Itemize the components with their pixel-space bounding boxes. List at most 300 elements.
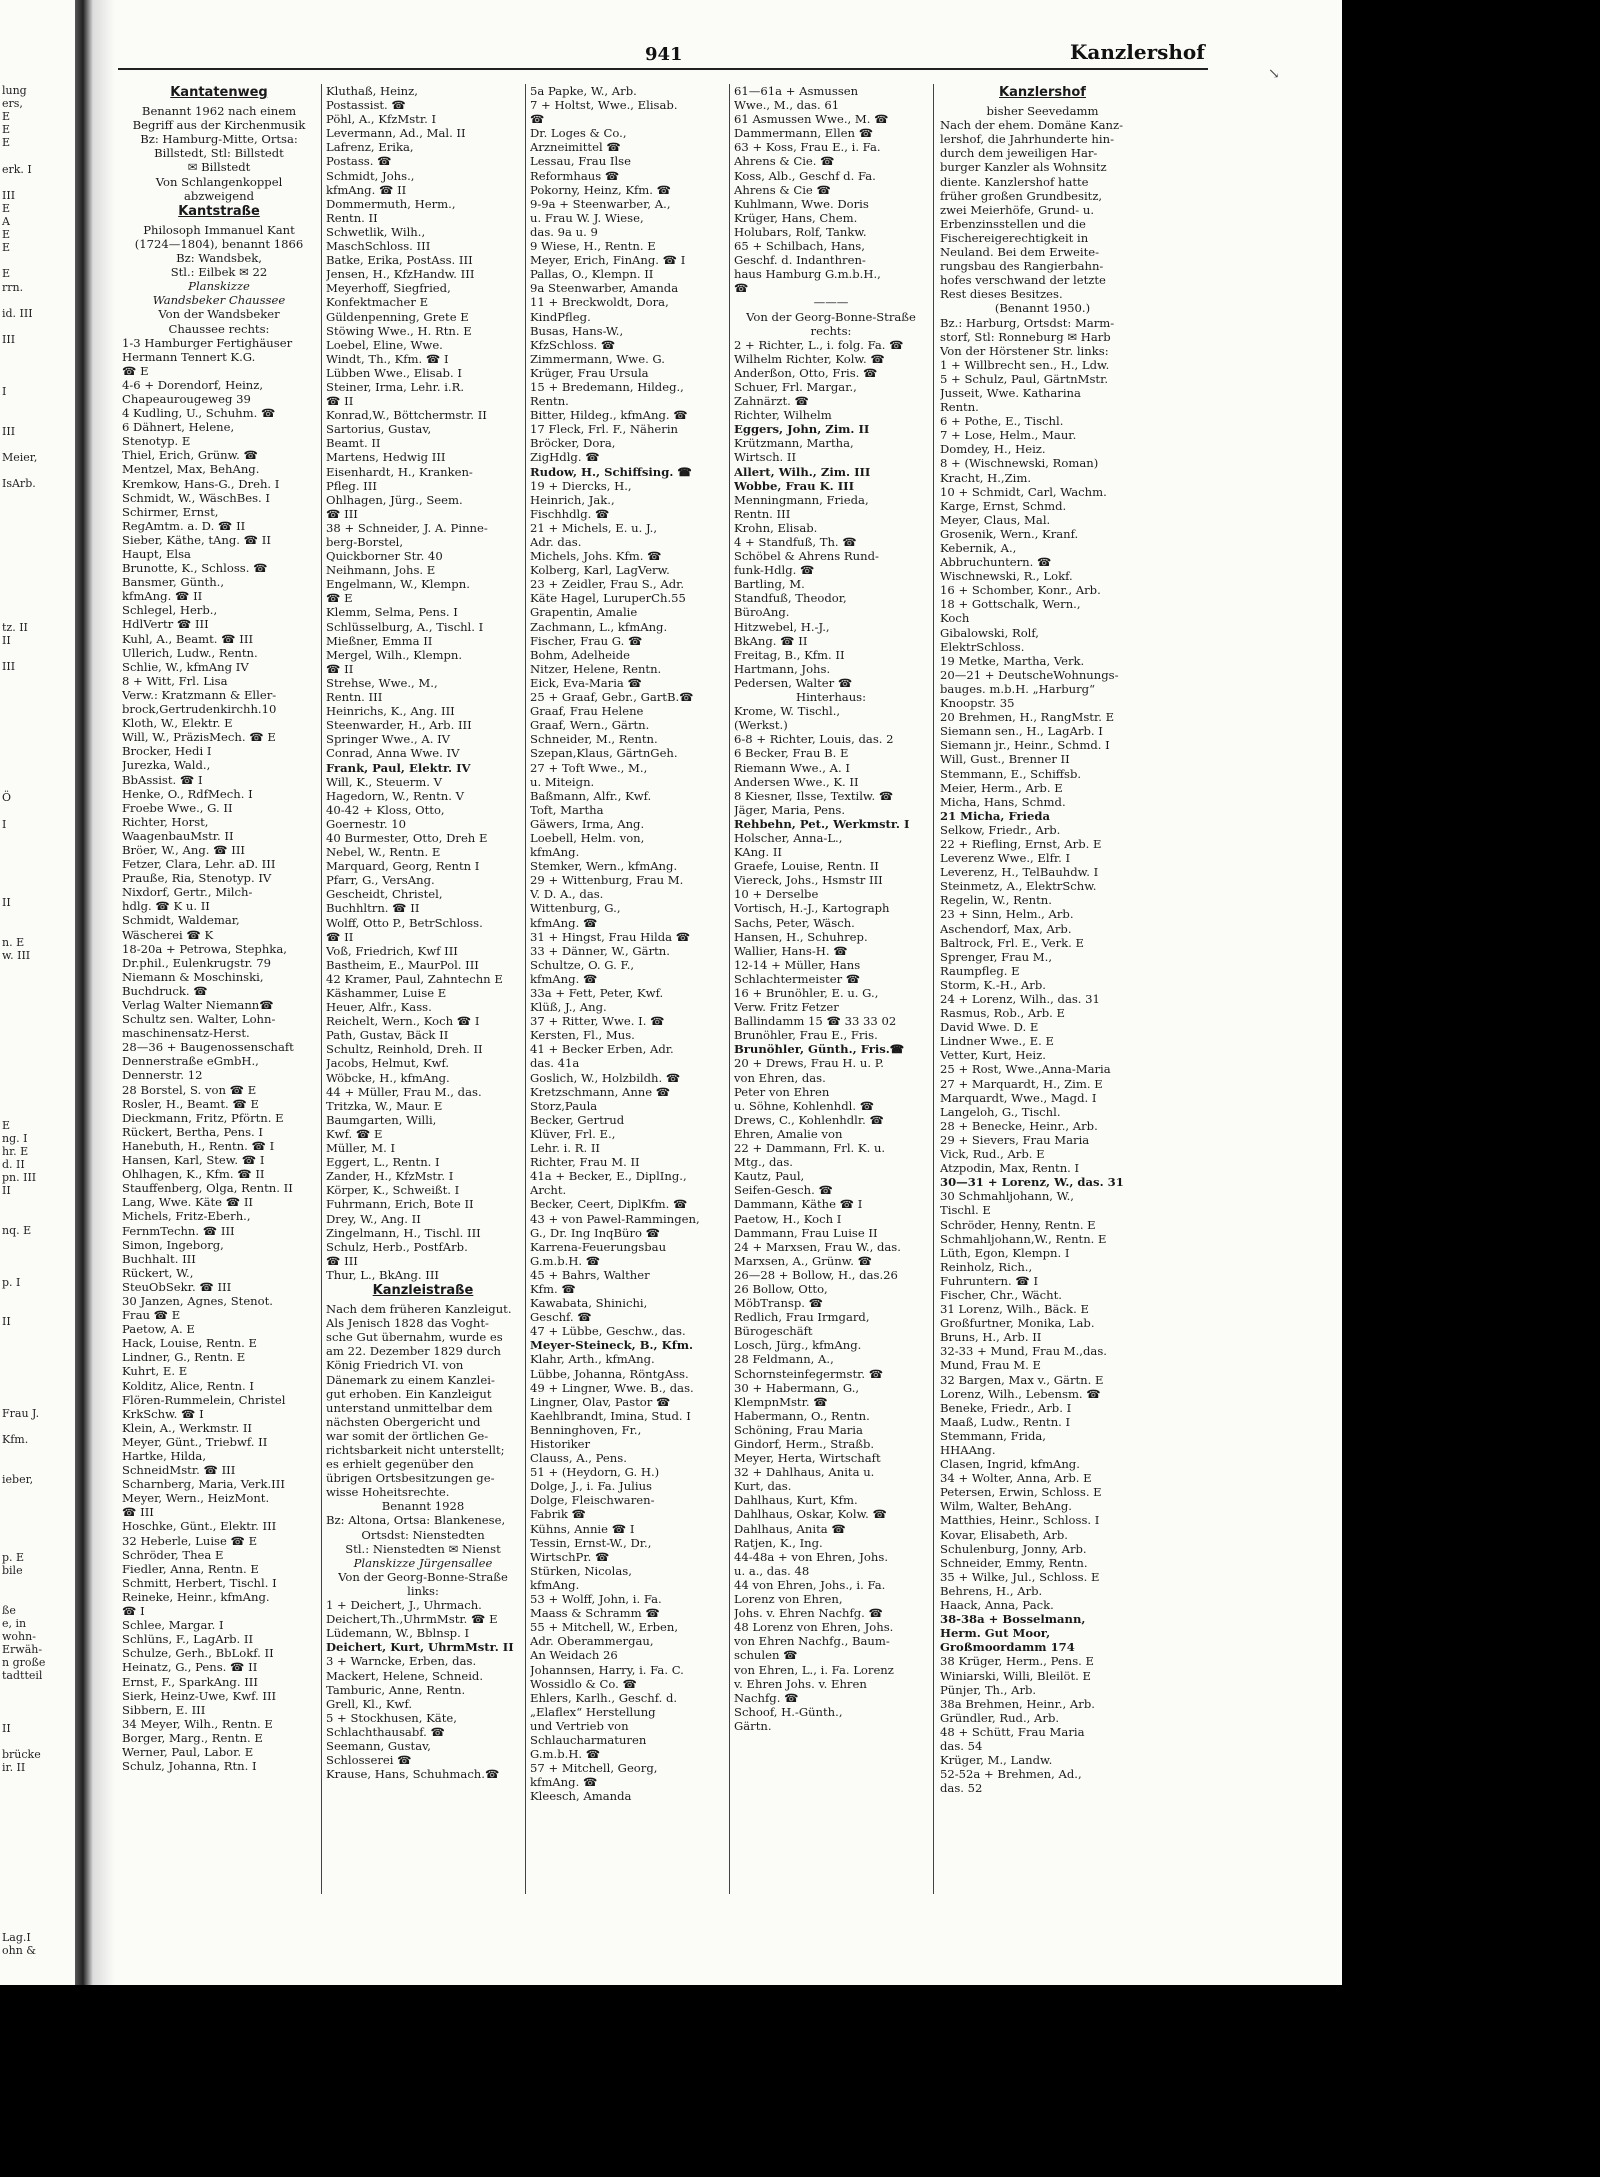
- directory-entry: Von der Wandsbeker: [158, 307, 280, 322]
- directory-entry: 37 + Ritter, Wwe. I. ☎: [530, 1014, 665, 1029]
- directory-entry: 24 + Marxsen, Frau W., das.: [734, 1239, 901, 1254]
- directory-entry: Müller, M. I: [326, 1141, 396, 1156]
- directory-entry: Grell, Kl., Kwf.: [326, 1696, 413, 1711]
- directory-entry: 19 Metke, Martha, Verk.: [940, 653, 1085, 668]
- margin-fragment: II: [2, 896, 11, 910]
- directory-entry: es erhielt gegenüber den: [326, 1457, 474, 1472]
- directory-entry: Loebel, Eline, Wwe.: [326, 337, 443, 352]
- margin-fragment: ng. I: [2, 1132, 28, 1145]
- directory-entry: u. Miteign.: [530, 774, 595, 789]
- directory-entry: Stöwing Wwe., H. Rtn. E: [326, 323, 472, 338]
- directory-entry: Wirtsch. II: [734, 450, 797, 465]
- directory-entry: Jacobs, Helmut, Kwf.: [326, 1056, 450, 1071]
- directory-entry: Dammann, Frau Luise II: [734, 1225, 878, 1240]
- directory-entry: ☎ II: [326, 394, 354, 409]
- directory-entry: Frau ☎ E: [122, 1308, 181, 1323]
- directory-entry: Von der Georg-Bonne-Straße: [338, 1569, 508, 1584]
- directory-entry: Sibbern, E. III: [122, 1702, 206, 1717]
- directory-entry: Schornsteinfegermstr. ☎: [734, 1366, 884, 1381]
- directory-entry: Andersen Wwe., K. II: [734, 774, 859, 789]
- directory-entry: Stürken, Nicolas,: [530, 1563, 632, 1578]
- directory-entry: 40 Burmester, Otto, Dreh E: [326, 830, 488, 845]
- directory-entry: kfmAng. ☎ II: [122, 589, 203, 604]
- directory-entry: Großmoordamm 174: [940, 1640, 1075, 1655]
- directory-entry: richtsbarkeit nicht unterstellt;: [326, 1443, 505, 1457]
- directory-entry: 16 + Schomber, Konr., Arb.: [940, 583, 1101, 598]
- directory-entry: Rentn.: [940, 400, 979, 415]
- directory-entry: 24 + Lorenz, Wilh., das. 31: [940, 992, 1100, 1006]
- directory-entry: Michels, Johs. Kfm. ☎: [530, 549, 662, 564]
- directory-entry: Lingner, Olav, Pastor ☎: [530, 1394, 671, 1409]
- directory-entry: Schröder, Thea E: [122, 1547, 224, 1562]
- directory-entry: Nach dem früheren Kanzleigut.: [326, 1302, 512, 1317]
- directory-entry: Windt, Th., Kfm. ☎ I: [326, 351, 449, 366]
- directory-entry: Käshammer, Luise E: [326, 986, 447, 1000]
- directory-entry: Lehr. i. R. II: [530, 1141, 601, 1156]
- directory-entry: Lübbe, Johanna, RöntgAss.: [530, 1366, 689, 1381]
- directory-entry: Rest dieses Besitzes.: [940, 287, 1063, 302]
- directory-entry: Nach der ehem. Domäne Kanz-: [940, 118, 1124, 133]
- directory-entry: 32 Heberle, Luise ☎ E: [122, 1533, 258, 1548]
- margin-fragment: Frau J.: [2, 1407, 40, 1421]
- directory-entry: Engelmann, W., Klempn.: [326, 577, 470, 592]
- directory-entry: Kloth, W., Elektr. E: [122, 716, 233, 731]
- directory-entry: Historiker: [530, 1437, 591, 1451]
- directory-entry: 26—28 + Bollow, H., das.26: [734, 1267, 898, 1282]
- directory-entry: Schlachtermeister ☎: [734, 971, 861, 986]
- directory-entry: Mergel, Wilh., Klempn.: [326, 647, 463, 662]
- directory-entry: 10 + Derselbe: [734, 887, 819, 902]
- directory-entry: Wandsbeker Chaussee: [152, 293, 286, 308]
- directory-entry: Niemann & Moschinski,: [122, 969, 264, 984]
- directory-entry: Schoof, H.-Günth.,: [734, 1704, 843, 1719]
- directory-entry: Szepan,Klaus, GärtnGeh.: [530, 746, 678, 761]
- directory-entry: Ballindamm 15 ☎ 33 33 02: [734, 1014, 897, 1029]
- directory-entry: Leverenz, H., TelBauhdw. I: [940, 865, 1099, 880]
- directory-entry: Buchdruck. ☎: [122, 983, 208, 998]
- directory-entry: WirtschPr. ☎: [530, 1549, 610, 1564]
- directory-entry: Nixdorf, Gertr., Milch-: [122, 885, 253, 900]
- directory-entry: 6 Becker, Frau B. E: [734, 746, 849, 761]
- directory-entry: Fischer, Chr., Wächt.: [940, 1287, 1062, 1302]
- directory-entry: Schlachthausabf. ☎: [326, 1724, 445, 1739]
- directory-entry: Kühns, Annie ☎ I: [530, 1521, 635, 1536]
- directory-entry: 41 + Becker Erben, Adr.: [530, 1042, 674, 1057]
- directory-entry: Raumpfleg. E: [940, 963, 1020, 978]
- directory-entry: Herm. Gut Moor,: [940, 1626, 1051, 1641]
- directory-entry: maschinensatz-Herst.: [122, 1026, 250, 1041]
- column-divider: [729, 84, 730, 1894]
- directory-entry: Marquardt, Wwe., Magd. I: [940, 1090, 1097, 1105]
- directory-entry: Drews, C., Kohlenhdlr. ☎: [734, 1112, 884, 1127]
- directory-entry: MöbTransp. ☎: [734, 1296, 824, 1311]
- directory-entry: Schultz sen. Walter, Lohn-: [122, 1012, 276, 1027]
- directory-entry: 21 + Michels, E. u. J.,: [530, 520, 658, 535]
- directory-entry: Redlich, Frau Irmgard,: [734, 1310, 870, 1325]
- directory-entry: Viereck, Johs., Hsmstr III: [734, 873, 883, 888]
- margin-fragment: Erwäh-: [2, 1642, 43, 1656]
- directory-entry: Hinterhaus:: [795, 690, 867, 705]
- directory-entry: Klahr, Arth., kfmAng.: [530, 1352, 655, 1367]
- directory-entry: Bürogeschäft: [734, 1324, 813, 1339]
- directory-entry: Bastheim, E., MaurPol. III: [326, 957, 479, 972]
- directory-entry: 28—36 + Baugenossenschaft: [122, 1040, 294, 1055]
- directory-entry: sche Gut übernahm, wurde es: [326, 1330, 503, 1345]
- directory-entry: burger Kanzler als Wohnsitz: [940, 160, 1107, 175]
- directory-entry: Verw.: Kratzmann & Eller-: [122, 687, 277, 702]
- directory-entry: Tritzka, W., Maur. E: [326, 1098, 443, 1113]
- column-divider: [321, 84, 322, 1894]
- directory-entry: Konrad,W., Böttchermstr. II: [326, 408, 487, 423]
- directory-entry: Heinrich, Jak.,: [530, 492, 615, 507]
- directory-entry: Bruns, H., Arb. II: [940, 1330, 1042, 1345]
- directory-entry: Schultz, Reinhold, Dreh. II: [326, 1042, 483, 1057]
- directory-entry: Dommermuth, Herm.,: [326, 196, 456, 211]
- directory-entry: übrigen Ortsbesitzungen ge-: [326, 1471, 495, 1486]
- directory-entry: Steenwarder, H., Arb. III: [326, 718, 472, 733]
- directory-entry: Froebe Wwe., G. II: [122, 800, 233, 815]
- directory-entry: 29 + Sievers, Frau Maria: [940, 1132, 1090, 1147]
- directory-entry: Dahlhaus, Oskar, Kolw. ☎: [734, 1507, 887, 1522]
- directory-entry: Ortsdst: Nienstedten: [361, 1527, 485, 1542]
- directory-entry: Borger, Marg., Rentn. E: [122, 1730, 263, 1745]
- directory-entry: Dammermann, Ellen ☎: [734, 126, 874, 141]
- directory-entry: Loebell, Helm. von,: [530, 830, 645, 845]
- margin-fragment: ohn &: [2, 1944, 37, 1958]
- margin-fragment: E: [2, 228, 11, 242]
- directory-entry: Deichert,Th.,UhrmMstr. ☎ E: [326, 1612, 498, 1627]
- directory-entry: Dahlhaus, Anita ☎: [734, 1521, 846, 1536]
- directory-entry: Schmidt, W., WäschBes. I: [122, 490, 271, 505]
- directory-entry: früher großen Grundbesitz,: [940, 188, 1103, 203]
- directory-entry: 32 Bargen, Max v., Gärtn. E: [940, 1372, 1104, 1387]
- column-3: [530, 84, 724, 1894]
- directory-entry: u. Söhne, Kohlenhdl. ☎: [734, 1098, 875, 1113]
- directory-entry: Postassist. ☎: [326, 98, 406, 113]
- directory-entry: Körper, K., Schweißt. I: [326, 1183, 460, 1198]
- directory-entry: Langeloh, G., Tischl.: [940, 1104, 1061, 1119]
- directory-entry: Reineke, Heinr., kfmAng.: [122, 1589, 270, 1604]
- directory-entry: Richter, Horst,: [122, 814, 209, 829]
- directory-entry: 4-6 + Dorendorf, Heinz,: [122, 377, 264, 392]
- directory-entry: 2 + Richter, L., i. folg. Fa. ☎: [734, 337, 904, 352]
- directory-entry: Schlee, Margar. I: [122, 1618, 224, 1633]
- directory-entry: Mund, Frau M. E: [940, 1358, 1041, 1373]
- margin-fragment: tz. II: [2, 621, 28, 635]
- directory-entry: Kracht, H.,Zim.: [940, 470, 1032, 485]
- directory-entry: Bz: Hamburg-Mitte, Ortsa:: [140, 132, 298, 147]
- directory-entry: Seemann, Gustav,: [326, 1738, 431, 1753]
- directory-entry: Sieber, Käthe, tAng. ☎ II: [122, 532, 271, 547]
- margin-fragment: III: [2, 660, 16, 674]
- directory-entry: Schneider, M., Rentn.: [530, 732, 658, 747]
- directory-entry: Leverenz Wwe., Elfr. I: [940, 851, 1071, 866]
- margin-fragment: IsArb.: [2, 477, 36, 490]
- directory-entry: Benannt 1962 nach einem: [141, 104, 297, 119]
- directory-entry: Hanebuth, H., Rentn. ☎ I: [122, 1138, 275, 1153]
- directory-entry: Pfarr, G., VersAng.: [326, 873, 435, 888]
- directory-entry: Chaussee rechts:: [168, 321, 270, 336]
- directory-entry: 5a Papke, W., Arb.: [530, 84, 637, 98]
- directory-entry: Strehse, Wwe., M.,: [326, 675, 438, 690]
- directory-entry: u. Frau W. J. Wiese,: [530, 210, 644, 225]
- directory-entry: 41a + Becker, E., DiplIng.,: [530, 1169, 687, 1184]
- directory-entry: Verlag Walter Niemann☎: [122, 998, 274, 1012]
- directory-entry: Krome, W. Tischl.,: [734, 704, 841, 719]
- directory-entry: Ratjen, K., Ing.: [734, 1535, 823, 1550]
- directory-entry: 20 + Drews, Frau H. u. P.: [734, 1056, 884, 1071]
- margin-fragment: II: [2, 634, 11, 648]
- margin-fragment: ir. II: [2, 1760, 26, 1774]
- directory-entry: 51 + (Heydorn, G. H.): [530, 1465, 660, 1480]
- directory-entry: durch dem jeweiligen Har-: [940, 146, 1098, 161]
- directory-entry: 25 + Graaf, Gebr., GartB.☎: [530, 690, 694, 705]
- directory-entry: Schmitt, Herbert, Tischl. I: [122, 1575, 277, 1590]
- directory-entry: Flören-Rummelein, Christel: [122, 1392, 286, 1407]
- previous-page-edge: [0, 0, 77, 1985]
- directory-entry: Bz.: Harburg, Ortsdst: Marm-: [940, 315, 1115, 330]
- directory-entry: Will, K., Steuerm. V: [326, 774, 442, 789]
- directory-entry: Siemann sen., H., LagArb. I: [940, 724, 1103, 739]
- directory-entry: Johs. v. Ehren Nachfg. ☎: [734, 1606, 883, 1621]
- directory-entry: Sartorius, Gustav,: [326, 422, 432, 437]
- directory-entry: 48 + Schütt, Frau Maria: [940, 1724, 1085, 1739]
- directory-entry: Schultze, O. G. F.,: [530, 957, 635, 972]
- directory-entry: Fiedler, Anna, Rentn. E: [122, 1561, 259, 1576]
- directory-entry: Benninghoven, Fr.,: [530, 1422, 642, 1437]
- directory-entry: Stenotyp. E: [122, 434, 191, 449]
- directory-entry: Lorenz von Ehren,: [734, 1592, 843, 1607]
- directory-entry: 18 + Gottschalk, Wern.,: [940, 597, 1081, 612]
- directory-entry: Kremkow, Hans-G., Dreh. I: [122, 476, 280, 491]
- directory-entry: Bitter, Hildeg., kfmAng. ☎: [530, 408, 688, 423]
- margin-fragment: n große: [2, 1656, 46, 1669]
- directory-entry: Gärtn.: [734, 1718, 772, 1733]
- margin-fragment: E: [2, 110, 11, 124]
- directory-entry: Maass & Schramm ☎: [530, 1606, 660, 1621]
- directory-entry: Paetow, H., Koch I: [734, 1211, 842, 1226]
- directory-entry: Busas, Hans-W.,: [530, 323, 624, 338]
- directory-entry: Dr. Loges & Co.,: [530, 126, 627, 141]
- directory-entry: Holubars, Rolf, Tankw.: [734, 224, 867, 239]
- directory-entry: 8 Kiesner, Ilsse, Textilw. ☎: [734, 788, 894, 803]
- directory-entry: BkAng. ☎ II: [734, 633, 808, 648]
- directory-entry: Tischl. E: [940, 1203, 991, 1218]
- directory-entry: Geschf. d. Indanthren-: [734, 253, 866, 268]
- directory-entry: Wallier, Hans-H. ☎: [734, 943, 848, 958]
- directory-entry: 43 + von Pawel-Rammingen,: [530, 1211, 700, 1226]
- directory-entry: Beneke, Friedr., Arb. I: [940, 1400, 1072, 1415]
- directory-entry: Storz,Paula: [530, 1098, 598, 1113]
- margin-fragment: I: [2, 385, 7, 399]
- directory-entry: Begriff aus der Kirchenmusik: [132, 118, 306, 133]
- margin-fragment: II: [2, 1184, 11, 1198]
- margin-fragment: E: [2, 1118, 11, 1132]
- directory-entry: Path, Gustav, Bäck II: [326, 1028, 449, 1043]
- directory-entry: Standfuß, Theodor,: [734, 591, 847, 606]
- directory-entry: Pünjer, Th., Arb.: [940, 1682, 1037, 1697]
- directory-entry: brock,Gertrudenkirchh.10: [122, 702, 277, 717]
- directory-entry: 63 + Koss, Frau E., i. Fa.: [734, 140, 881, 155]
- directory-entry: Clasen, Ingrid, kfmAng.: [940, 1457, 1080, 1472]
- directory-entry: Kaehlbrandt, Imina, Stud. I: [530, 1408, 691, 1423]
- directory-entry: Stemmann, E., Schiffsb.: [940, 766, 1082, 781]
- directory-entry: lershof, die Jahrhunderte hin-: [940, 132, 1114, 147]
- directory-entry: Wolff, Otto P., BetrSchloss.: [326, 915, 483, 930]
- directory-entry: Anderßon, Otto, Fris. ☎: [734, 365, 878, 380]
- directory-entry: Heinatz, G., Pens. ☎ II: [122, 1660, 258, 1675]
- directory-entry: Simon, Ingeborg,: [122, 1237, 224, 1252]
- directory-entry: Gründler, Rud., Arb.: [940, 1710, 1060, 1725]
- directory-entry: Krause, Hans, Schuhmach.☎: [326, 1767, 500, 1782]
- directory-entry: 48 Lorenz von Ehren, Johs.: [734, 1620, 894, 1635]
- directory-entry: Fuhrmann, Erich, Bote II: [326, 1197, 474, 1212]
- directory-entry: Bröer, W., Ang. ☎ III: [122, 842, 245, 857]
- directory-entry: Verw. Fritz Fetzer: [734, 1000, 839, 1015]
- directory-entry: Heuer, Alfr., Kass.: [326, 1000, 432, 1015]
- directory-entry: Conrad, Anna Wwe. IV: [326, 746, 460, 761]
- directory-entry: Eisenhardt, H., Kranken-: [326, 464, 473, 479]
- directory-entry: Zingelmann, H., Tischl. III: [326, 1225, 481, 1240]
- directory-entry: 44 + Müller, Frau M., das.: [326, 1084, 482, 1099]
- directory-entry: Dolge, J., i. Fa. Julius: [530, 1479, 653, 1494]
- directory-entry: Frank, Paul, Elektr. IV: [326, 760, 471, 775]
- book-gutter: [75, 0, 115, 1985]
- directory-entry: 4 + Standfuß, Th. ☎: [734, 535, 857, 549]
- column-2: [326, 84, 520, 1894]
- directory-entry: Pfleg. III: [326, 478, 377, 493]
- directory-entry: Wittenburg, G.,: [530, 901, 621, 916]
- directory-entry: Schulz, Herb., PostfArb.: [326, 1239, 468, 1254]
- directory-entry: storf, Stl: Ronneburg ✉ Harb: [940, 329, 1111, 344]
- directory-entry: Bz: Wandsbek,: [176, 251, 262, 266]
- directory-entry: Von der Georg-Bonne-Straße: [746, 309, 916, 324]
- directory-entry: Fetzer, Clara, Lehr. aD. III: [122, 857, 276, 872]
- directory-entry: Habermann, O., Rentn.: [734, 1408, 870, 1423]
- directory-entry: Schlosserei ☎: [326, 1753, 412, 1768]
- directory-entry: 10 + Schmidt, Carl, Wachm.: [940, 484, 1107, 499]
- directory-entry: Meyer, Claus, Mal.: [940, 512, 1051, 527]
- directory-entry: Grapentin, Amalie: [530, 605, 638, 620]
- directory-entry: 32 + Dahlhaus, Anita u.: [734, 1465, 875, 1480]
- margin-fragment: III: [2, 424, 16, 438]
- directory-entry: ☎ E: [122, 363, 149, 378]
- directory-entry: Winiarski, Willi, Bleilöt. E: [940, 1668, 1091, 1683]
- directory-entry: 6 + Pothe, E., Tischl.: [940, 414, 1064, 429]
- margin-fragment: III: [2, 188, 16, 202]
- directory-entry: Thiel, Erich, Grünw. ☎: [122, 448, 258, 463]
- directory-entry: 38 Krüger, Herm., Pens. E: [940, 1654, 1094, 1669]
- directory-entry: Heinrichs, K., Ang. III: [326, 704, 455, 719]
- directory-entry: 45 + Bahrs, Walther: [530, 1267, 650, 1282]
- directory-entry: Ullerich, Ludw., Rentn.: [122, 645, 258, 660]
- directory-entry: Hitzwebel, H.-J.,: [734, 619, 830, 634]
- directory-entry: 1 + Willbrecht sen., H., Ldw.: [940, 357, 1110, 372]
- directory-entry: Geschf. ☎: [530, 1310, 592, 1325]
- directory-entry: war somit der örtlichen Ge-: [326, 1428, 489, 1443]
- directory-entry: Sprenger, Frau M.,: [940, 949, 1053, 964]
- directory-entry: Gescheidt, Christel,: [326, 887, 443, 902]
- directory-entry: Kurt, das.: [734, 1479, 792, 1494]
- directory-entry: G.m.b.H. ☎: [530, 1253, 601, 1268]
- margin-fragment: brücke: [2, 1747, 41, 1761]
- directory-entry: ☎: [530, 112, 545, 127]
- directory-entry: Schlegel, Herb.,: [122, 603, 218, 618]
- directory-entry: Richter, Frau M. II: [530, 1155, 640, 1170]
- directory-entry: Kolditz, Alice, Rentn. I: [122, 1378, 254, 1393]
- directory-entry: 32-33 + Mund, Frau M.,das.: [940, 1344, 1107, 1359]
- directory-entry: BbAssist. ☎ I: [122, 772, 203, 787]
- directory-entry: 22 + Dammann, Frl. K. u.: [734, 1141, 886, 1156]
- directory-entry: Behrens, H., Arb.: [940, 1583, 1043, 1598]
- directory-entry: 7 + Lose, Helm., Maur.: [940, 428, 1077, 443]
- directory-entry: Hansen, Karl, Stew. ☎ I: [122, 1153, 265, 1168]
- directory-entry: Pöhl, A., KfzMstr. I: [326, 112, 437, 127]
- margin-fragment: II: [2, 1315, 11, 1329]
- directory-entry: 1 + Deichert, J., Uhrmach.: [326, 1598, 482, 1613]
- directory-entry: 23 + Zeidler, Frau S., Adr.: [530, 577, 685, 592]
- directory-entry: Hansen, H., Schuhrep.: [734, 929, 868, 944]
- directory-entry: von Ehren, L., i. Fa. Lorenz: [734, 1662, 894, 1677]
- directory-entry: Ohlhagen, K., Kfm. ☎ II: [122, 1167, 265, 1182]
- directory-entry: Batke, Erika, PostAss. III: [326, 253, 473, 268]
- directory-entry: Mentzel, Max, BehAng.: [122, 462, 260, 477]
- directory-entry: Rehbehn, Pet., Werkmstr. I: [734, 816, 910, 831]
- margin-fragment: e, in: [2, 1616, 27, 1630]
- directory-entry: Hack, Louise, Rentn. E: [122, 1336, 257, 1351]
- directory-entry: 22 + Riefling, Ernst, Arb. E: [940, 836, 1102, 851]
- directory-entry: Koch: [940, 611, 970, 626]
- directory-entry: StеuObSekr. ☎ III: [122, 1279, 232, 1294]
- directory-entry: Tamburic, Anne, Rentn.: [326, 1682, 466, 1697]
- directory-entry: Dänemark zu einem Kanzlei-: [326, 1372, 495, 1387]
- directory-entry: (Werkst.): [734, 718, 788, 733]
- directory-entry: RegAmtm. a. D. ☎ II: [122, 518, 246, 533]
- directory-entry: Hermann Tennert K.G.: [122, 349, 256, 364]
- directory-entry: Haupt, Elsa: [122, 547, 191, 561]
- directory-entry: Fuhruntern. ☎ I: [940, 1273, 1039, 1288]
- directory-entry: Kovar, Elisabeth, Arb.: [940, 1527, 1068, 1542]
- directory-entry: Peter von Ehren: [734, 1084, 830, 1099]
- directory-entry: Quickborner Str. 40: [326, 549, 443, 564]
- directory-entry: 52-52a + Brehmen, Ad.,: [940, 1767, 1082, 1782]
- directory-entry: Will, Gust., Brenner II: [940, 752, 1070, 767]
- margin-fragment: p. E: [2, 1551, 25, 1565]
- directory-entry: Schulz, Johanna, Rtn. I: [122, 1759, 257, 1774]
- directory-entry: Hartke, Hilda,: [122, 1449, 207, 1463]
- scan-background: [0, 1985, 1600, 2177]
- margin-fragment: A: [2, 215, 10, 228]
- margin-fragment: lung: [2, 84, 27, 97]
- directory-entry: 6-8 + Richter, Louis, das. 2: [734, 732, 894, 747]
- directory-entry: Lindner Wwe., E. E: [940, 1034, 1054, 1049]
- directory-entry: Planskizze: [188, 279, 250, 294]
- directory-entry: Schlaucharmaturen: [530, 1732, 647, 1747]
- directory-entry: Stl.: Nienstedten ✉ Nienst: [345, 1541, 501, 1556]
- directory-entry: Maaß, Ludw., Rentn. I: [940, 1414, 1071, 1429]
- directory-entry: Krüger, Hans, Chem.: [734, 210, 858, 225]
- directory-entry: Becker, Gertrud: [530, 1112, 625, 1127]
- directory-entry: Von Schlangenkoppel: [155, 174, 283, 189]
- directory-entry: 29 + Wittenburg, Frau M.: [530, 873, 684, 888]
- directory-entry: FernmTechn. ☎ III: [122, 1223, 235, 1238]
- directory-entry: 3 + Warncke, Erben, das.: [326, 1654, 477, 1669]
- directory-entry: hofes verschwand der letzte: [940, 273, 1106, 288]
- directory-entry: Lafrenz, Erika,: [326, 140, 414, 155]
- directory-entry: KindPfleg.: [530, 309, 591, 324]
- directory-entry: 42 Kramer, Paul, Zahntechn E: [326, 971, 503, 986]
- directory-entry: das. 41a: [530, 1056, 580, 1071]
